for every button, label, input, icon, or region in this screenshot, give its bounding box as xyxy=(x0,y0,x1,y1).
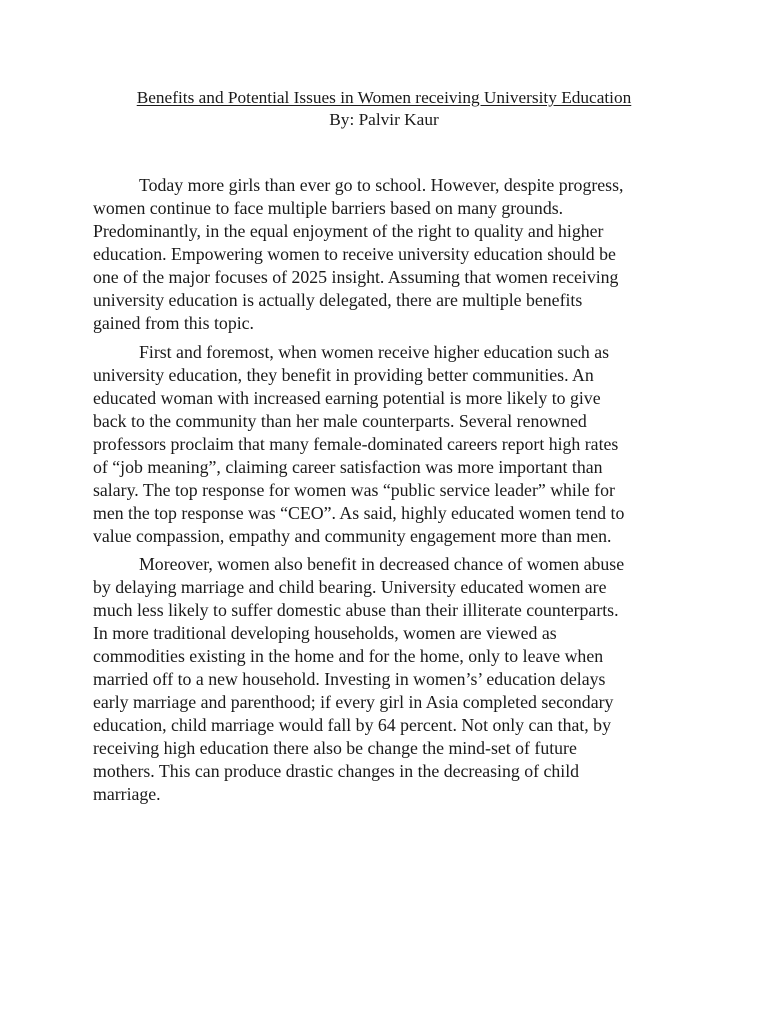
text-line: mothers. This can produce drastic changes in the decreasing of child xyxy=(93,761,580,781)
text-line: receiving high education there also be change the mind-set of future xyxy=(93,738,577,758)
text-line: by delaying marriage and child bearing. University educated women are xyxy=(93,577,607,597)
paragraph-introduction xyxy=(93,174,683,335)
text-line: university education is actually delegated, there are multiple benefits xyxy=(93,290,583,310)
text-line: commodities existing in the home and for the home, only to leave when xyxy=(93,646,604,666)
text-line: of “job meaning”, claiming career satisfaction was more important than xyxy=(93,457,603,477)
text-line: education, child marriage would fall by 64 percent. Not only can that, by xyxy=(93,715,611,735)
text-line: professors proclaim that many female-dominated careers report high rates xyxy=(93,434,619,454)
text-line: one of the major focuses of 2025 insight. Assuming that women receiving xyxy=(93,267,619,287)
text-line: university education, they benefit in providing better communities. An xyxy=(93,365,594,385)
paragraph-communities xyxy=(93,341,683,548)
text-line: educated woman with increased earning potential is more likely to give xyxy=(93,388,601,408)
text-line: Today more girls than ever go to school. However, despite progress, xyxy=(139,175,624,195)
text-line: value compassion, empathy and community engagement more than men. xyxy=(93,526,612,546)
text-line: much less likely to suffer domestic abuse than their illiterate counterparts. xyxy=(93,600,619,620)
text-line: education. Empowering women to receive university education should be xyxy=(93,244,616,264)
text-line: salary. The top response for women was “public service leader” while for xyxy=(93,480,615,500)
document-header xyxy=(0,87,768,131)
text-line: early marriage and parenthood; if every girl in Asia completed secondary xyxy=(93,692,614,712)
text-line: women continue to face multiple barriers based on many grounds. xyxy=(93,198,564,218)
text-line: marriage. xyxy=(93,784,161,804)
text-line: back to the community than her male counterparts. Several renowned xyxy=(93,411,587,431)
document-title: Benefits and Potential Issues in Women receiving University Education xyxy=(136,88,632,107)
text-line: In more traditional developing households, women are viewed as xyxy=(93,623,557,643)
paragraph-abuse xyxy=(93,553,683,806)
text-line: married off to a new household. Investing in women’s’ education delays xyxy=(93,669,606,689)
author-line: By: Palvir Kaur xyxy=(329,110,439,129)
text-line: men the top response was “CEO”. As said, highly educated women tend to xyxy=(93,503,625,523)
text-line: First and foremost, when women receive higher education such as xyxy=(139,342,610,362)
text-line: Predominantly, in the equal enjoyment of the right to quality and higher xyxy=(93,221,604,241)
text-line: Moreover, women also benefit in decreased chance of women abuse xyxy=(139,554,625,574)
text-line: gained from this topic. xyxy=(93,313,254,333)
